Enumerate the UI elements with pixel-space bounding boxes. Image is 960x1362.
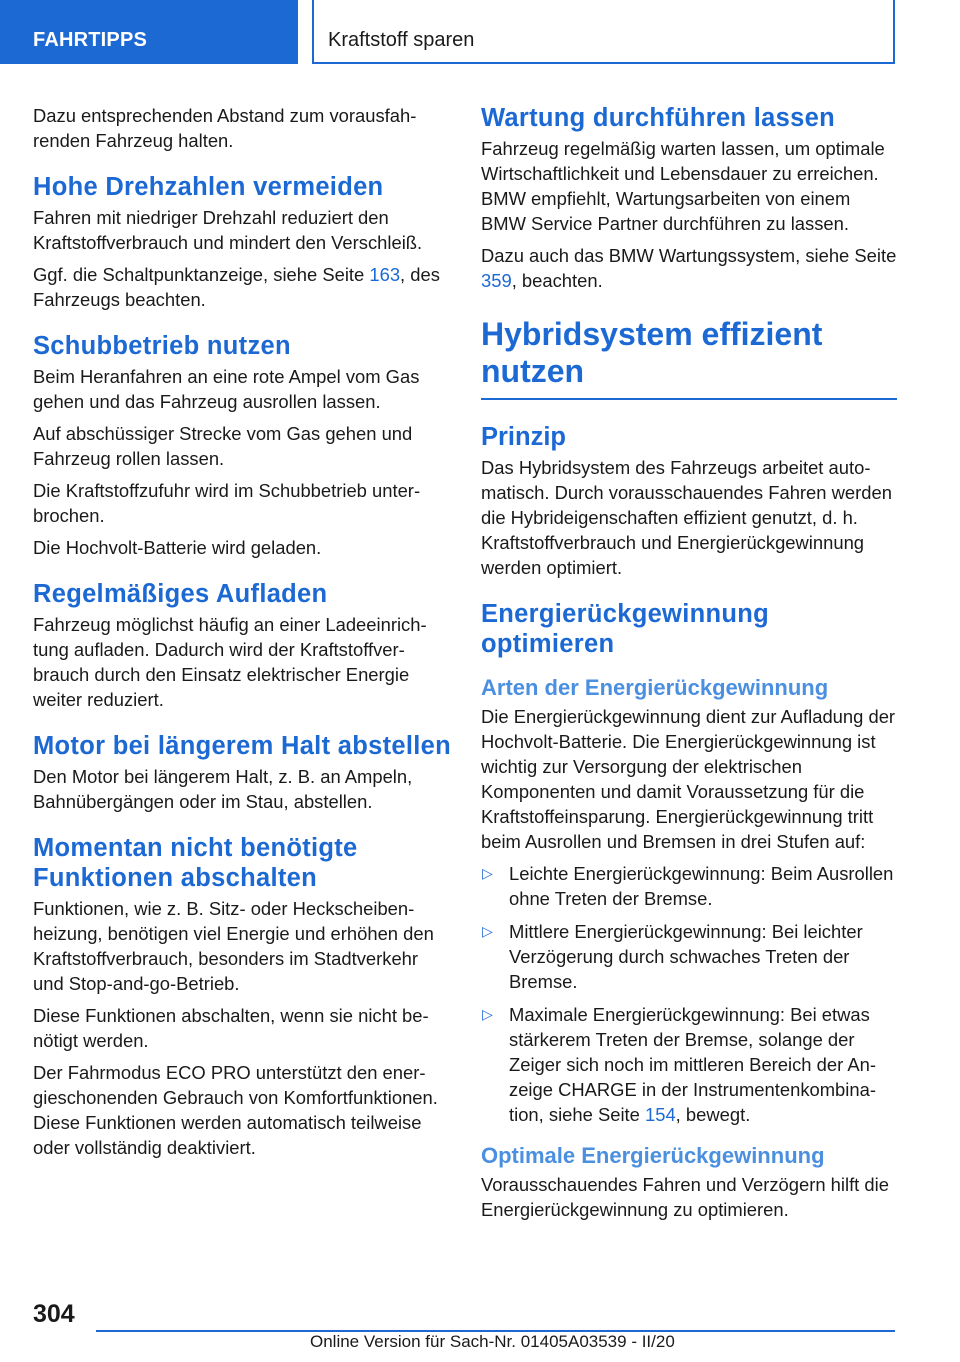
list-item-text: Mittlere Energierückgewinnung: Bei leichter Verzögerung durch schwaches Treten der Bremse. <box>509 921 863 992</box>
paragraph: Fahrzeug möglichst häufig an einer Ladeeinrichtung aufladen. Dadurch wird der Kraftstoffverbrauch durch den Einsatz elektrischer Energie weiter reduziert. <box>33 614 427 710</box>
chapter-heading-hybridsystem: Hybridsystem effizient nutzen <box>481 316 897 400</box>
list-item-text: Leichte Energierückgewinnung: Beim Ausrollen ohne Treten der Bremse. <box>509 863 894 909</box>
heading-funktionen-abschalten: Momentan nicht benötigte Funktionen abschalten <box>33 834 358 892</box>
heading-schubbetrieb: Schubbetrieb nutzen <box>33 332 291 360</box>
right-column <box>481 103 897 1229</box>
triangle-right-icon: ▷ <box>482 1006 493 1022</box>
page-link-154[interactable]: 154 <box>644 1104 676 1125</box>
list-item <box>481 1002 897 1127</box>
paragraph-with-link <box>33 262 451 312</box>
paragraph: Fahrzeug regelmäßig warten lassen, um optimale Wirtschaftlichkeit und Lebensdauer zu erreichen. BMW empfiehlt, Wartungsarbeiten von einem BMW Service Partner durchführen zu lassen. <box>481 138 885 234</box>
paragraph-with-link <box>481 243 897 293</box>
text: , beachten. <box>511 270 603 291</box>
heading-aufladen: Regelmäßiges Aufladen <box>33 580 328 608</box>
paragraph: Das Hybridsystem des Fahrzeugs arbeitet automatisch. Durch vorausschauendes Fahren werden die Hybrideigenschaften effizient genutzt, d. h. Kraftstoffverbrauch und Energierückgewinnung werden optimiert. <box>481 457 892 578</box>
paragraph: Diese Funktionen abschalten, wenn sie nicht benötigt werden. <box>33 1005 429 1051</box>
header-chapter-title: Kraftstoff sparen <box>312 0 895 64</box>
paragraph: Beim Heranfahren an eine rote Ampel vom Gas gehen und das Fahrzeug ausrollen lassen. <box>33 366 420 412</box>
intro-paragraph: Dazu entsprechenden Abstand zum vorausfahrenden Fahrzeug halten. <box>33 105 417 151</box>
triangle-right-icon: ▷ <box>482 865 493 881</box>
paragraph: Die Energierückgewinnung dient zur Aufladung der Hochvolt-Batterie. Die Energierückgewinnung ist wichtig zur Versorgung der elektrischen Komponenten und damit Voraussetzung für die Kraftstoffeinsparung. Energierückgewinnung tritt beim Ausrollen und Bremsen in drei Stufen auf: <box>481 706 896 852</box>
subheading-optimale: Optimale Energierückgewinnung <box>481 1143 825 1168</box>
paragraph: Die Hochvolt-Batterie wird geladen. <box>33 537 322 558</box>
paragraph: Auf abschüssiger Strecke vom Gas gehen und Fahrzeug rollen lassen. <box>33 423 413 469</box>
heading-energierueckgewinnung: Energierückgewinnung optimieren <box>481 600 769 658</box>
heading-prinzip: Prinzip <box>481 423 567 451</box>
list-item-text: Maximale Energierückgewinnung: Bei etwas stärkerem Treten der Bremse, solange der Zeiger sich noch im mittleren Bereich der Anzeige CHARGE in der Instrumentenkombination, siehe Seite <box>509 1004 876 1125</box>
subheading-arten: Arten der Energierückgewinnung <box>481 675 829 700</box>
footer-online-version: Online Version für Sach-Nr. 01405A03539 - II/20 <box>310 1332 675 1351</box>
page-link-163[interactable]: 163 <box>369 264 401 285</box>
list-item <box>481 861 897 911</box>
heading-hohe-drehzahlen: Hohe Drehzahlen vermeiden <box>33 173 384 201</box>
left-column <box>33 103 451 1167</box>
page-link-359[interactable]: 359 <box>481 270 512 291</box>
paragraph: Der Fahrmodus ECO PRO unterstützt den energieschonenden Gebrauch von Komfortfunktionen. Diese Funktionen werden automatisch teilweise oder vollständig deaktiviert. <box>33 1062 438 1158</box>
header-section-tab: FAHRTIPPS <box>0 0 298 64</box>
list-item <box>481 919 897 994</box>
paragraph: Funktionen, wie z. B. Sitz- oder Heckscheibenheizung, benötigen viel Energie und erhöhen den Kraftstoffverbrauch, besonders im Stadtverkehr und Stop-and-go-Betrieb. <box>33 898 434 994</box>
paragraph: Die Kraftstoffzufuhr wird im Schubbetrieb unterbrochen. <box>33 480 421 526</box>
text: , des Fahrzeugs beachten. <box>33 264 440 310</box>
paragraph: Fahren mit niedriger Drehzahl reduziert den Kraftstoffverbrauch und mindert den Verschleiß. <box>33 207 423 253</box>
text: Ggf. die Schaltpunktanzeige, siehe Seite <box>33 264 370 285</box>
heading-motor-abstellen: Motor bei längerem Halt abstellen <box>33 732 451 760</box>
stages-list <box>481 861 897 1127</box>
list-item-text: , bewegt. <box>675 1104 751 1125</box>
heading-wartung: Wartung durchführen lassen <box>481 104 835 132</box>
triangle-right-icon: ▷ <box>482 923 493 939</box>
paragraph: Vorausschauendes Fahren und Verzögern hilft die Energierückgewinnung zu optimieren. <box>481 1174 889 1220</box>
text: Dazu auch das BMW Wartungssystem, siehe Seite <box>481 245 897 266</box>
paragraph: Den Motor bei längerem Halt, z. B. an Ampeln, Bahnübergängen oder im Stau, abstellen. <box>33 766 413 812</box>
page-number: 304 <box>33 1300 75 1328</box>
